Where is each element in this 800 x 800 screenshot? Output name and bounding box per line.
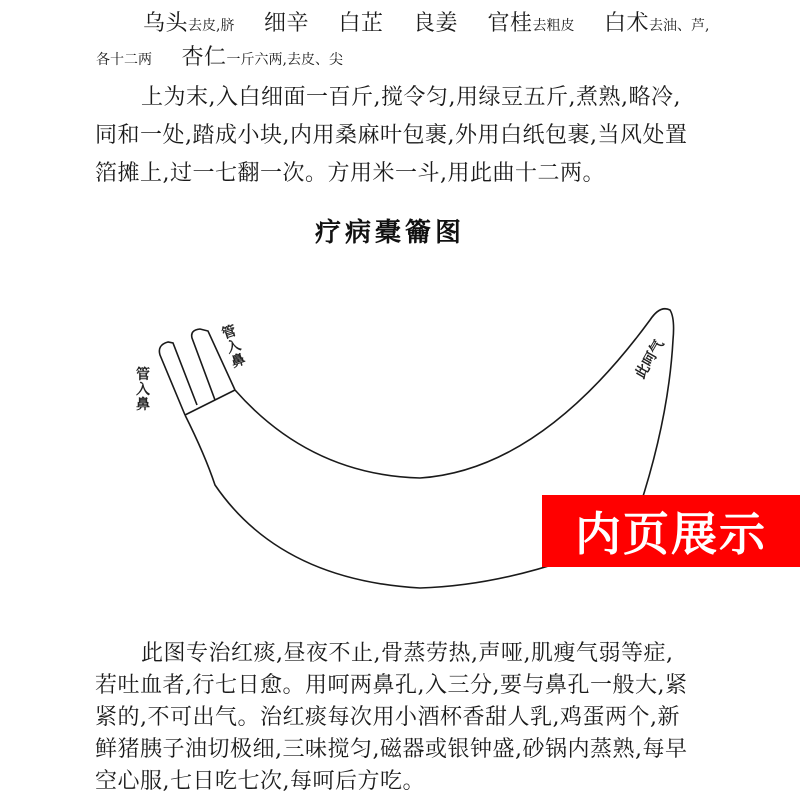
ingredient-name: 白芷 [338, 11, 384, 36]
ingredient-name: 乌头 [143, 11, 189, 36]
description-line: 鲜猪胰子油切极细,三味搅匀,磁器或银钟盛,砂锅内蒸熟,每早 [95, 737, 688, 762]
ingredient-note: 去油、芦, [649, 18, 710, 34]
ingredient-note: 去粗皮 [532, 18, 575, 34]
ingredient-name: 杏仁 [181, 45, 227, 70]
ingredient-name: 细辛 [263, 11, 309, 36]
ingredient-note: 各十二两 [96, 52, 152, 68]
left-tube-label: 管入鼻 [136, 367, 150, 413]
ingredient-name: 白术 [604, 11, 650, 36]
ingredient-name: 官桂 [487, 11, 533, 36]
left-tube [159, 342, 197, 415]
ingredient-note: 一斤六两,去皮、尖 [226, 52, 343, 68]
figure-title: 疗病橐籥图 [315, 218, 466, 248]
tip-label: 此呵气 [632, 337, 668, 382]
description-line: 若吐血者,行七日愈。用呵两鼻孔,入三分,要与鼻孔一般大,紧 [95, 673, 688, 698]
right-tube-label: 管入鼻 [220, 322, 248, 372]
description-line: 此图专治红痰,昼夜不止,骨蒸劳热,声哑,肌瘦气弱等症, [141, 641, 674, 666]
ingredient-name: 良姜 [413, 11, 459, 36]
recipe-paragraph-line: 同和一处,踏成小块,内用桑麻叶包裹,外用白纸包裹,当风处置 [95, 123, 688, 148]
description-line: 紧的,不可出气。治红痰每次用小酒杯香甜人乳,鸡蛋两个,新 [95, 705, 680, 730]
recipe-paragraph-line: 箔摊上,过一七翻一次。方用米一斗,用此曲十二两。 [95, 161, 605, 186]
ingredient-note: 去皮,脐 [188, 18, 235, 34]
description-line: 空心服,七日吃七次,每呵后方吃。 [95, 769, 425, 794]
recipe-paragraph-line: 上为末,入白细面一百斤,搅令匀,用绿豆五斤,煮熟,略冷, [141, 85, 681, 110]
inner-page-preview-badge: 内页展示 [542, 495, 800, 567]
